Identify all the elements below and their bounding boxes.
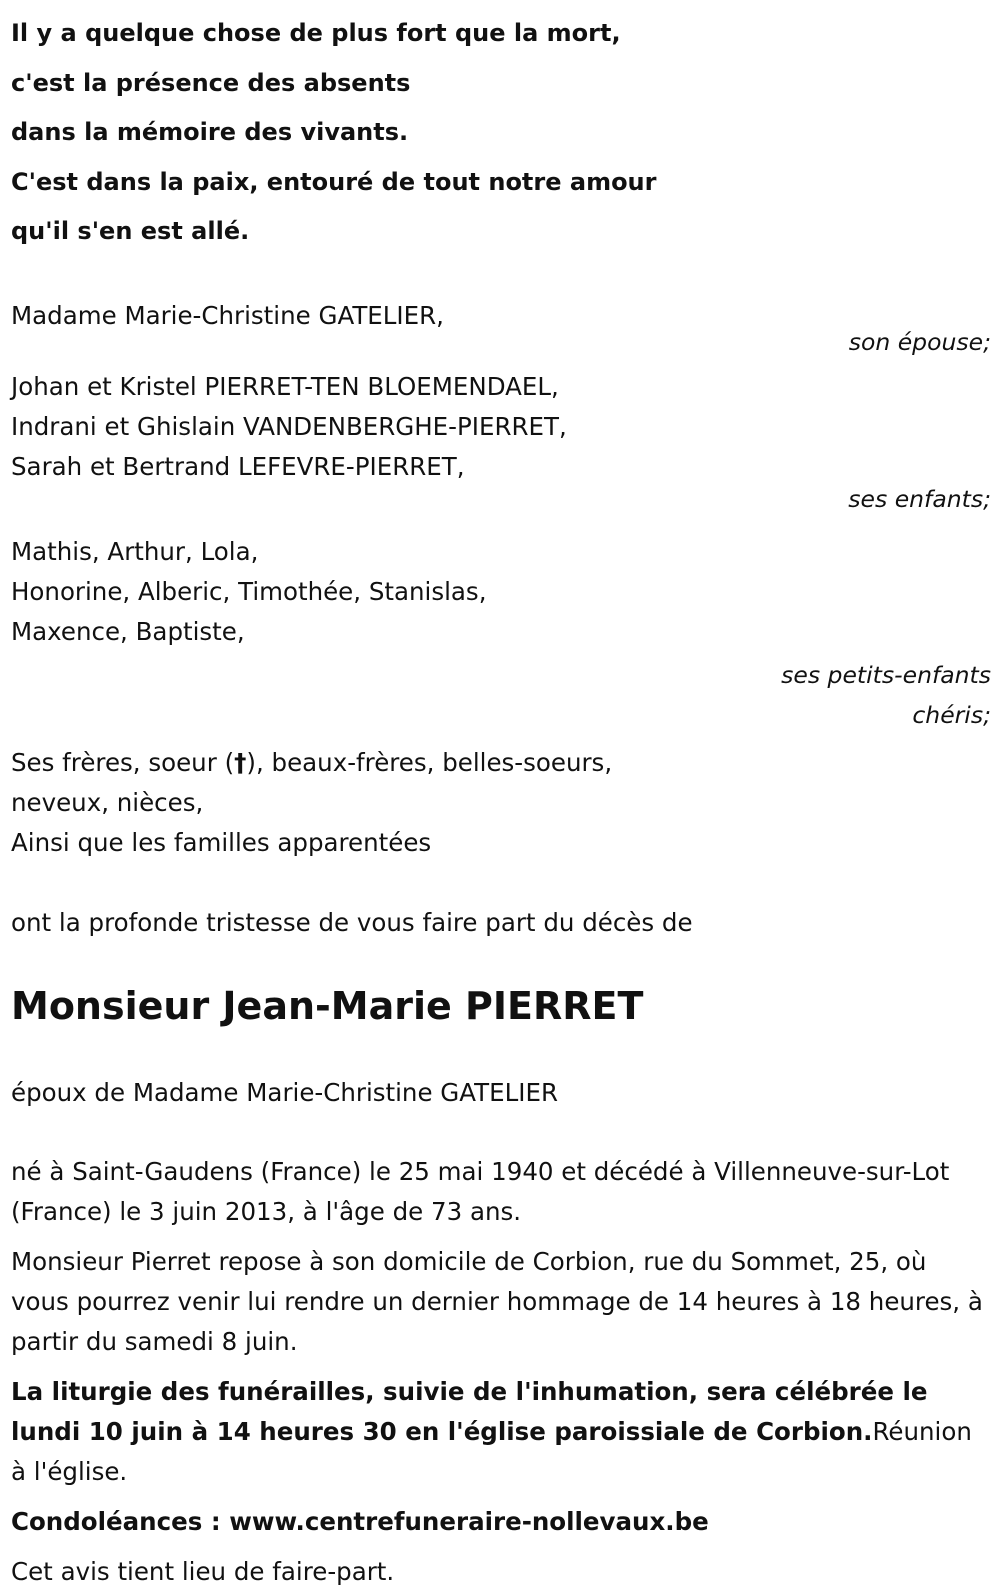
obituary-page	[11, 0, 991, 1592]
husband-of-text: époux de Madame Marie-Christine GATELIER	[11, 1077, 558, 1107]
quote-line: c'est la présence des absents	[11, 68, 411, 97]
quote-line: C'est dans la paix, entouré de tout notre amour	[11, 167, 657, 196]
family-line	[11, 743, 991, 783]
family-line: neveux, nièces,	[11, 787, 204, 817]
cross-icon: †	[234, 747, 247, 777]
spouse-block	[11, 296, 991, 356]
quote-line: Il y a quelque chose de plus fort que la mort,	[11, 19, 621, 47]
spouse-role: son épouse;	[848, 327, 991, 356]
condolences-text: Condoléances : www.centrefuneraire-nollevaux.be	[11, 1506, 709, 1536]
quote-line: dans la mémoire des vivants.	[11, 118, 409, 147]
child-line: Indrani et Ghislain VANDENBERGHE-PIERRET,	[11, 411, 567, 441]
family-text: ), beaux-frères, belles-soeurs,	[246, 747, 613, 777]
grandchildren-block	[11, 532, 991, 735]
grandchildren-role-2: chéris;	[912, 700, 991, 729]
family-block	[11, 743, 991, 863]
family-text: Ses frères, soeur (	[11, 747, 235, 777]
grandchild-line: Mathis, Arthur, Lola,	[11, 536, 259, 566]
viewing-text: Monsieur Pierret repose à son domicile de Corbion, rue du Sommet, 25, où vous pourrez venir lui rendre un dernier hommage de 14 heures à 18 heures, à partir du samedi 8 juin.	[11, 1246, 983, 1356]
children-block	[11, 367, 991, 511]
deceased-name: Monsieur Jean-Marie PIERRET	[11, 983, 644, 1028]
grandchild-line: Honorine, Alberic, Timothée, Stanislas,	[11, 576, 487, 606]
child-line: Johan et Kristel PIERRET-TEN BLOEMENDAEL,	[11, 371, 559, 401]
funeral-paragraph	[11, 1372, 991, 1492]
quote-line: qu'il s'en est allé.	[11, 217, 250, 246]
opening-quote	[11, 0, 991, 257]
funeral-bold-text: La liturgie des funérailles, suivie de l'inhumation, sera célébrée le lundi 10 juin à 14 heures 30 en l'église paroissiale de Corbion.	[11, 1376, 928, 1446]
husband-of	[11, 1073, 991, 1113]
announcement-text: ont la profonde tristesse de vous faire part du décès de	[11, 907, 693, 937]
closing-text: Cet avis tient lieu de faire-part.	[11, 1556, 395, 1586]
child-line: Sarah et Bertrand LEFEVRE-PIERRET,	[11, 451, 465, 481]
children-role: ses enfants;	[848, 484, 991, 513]
grandchildren-role: ses petits-enfants	[781, 660, 991, 689]
born-died-text: né à Saint-Gaudens (France) le 25 mai 1940 et décédé à Villenneuve-sur-Lot (France) le 3 juin 2013, à l'âge de 73 ans.	[11, 1156, 950, 1226]
details-block	[11, 1152, 991, 1592]
funeral-rest-text: Réunion à l'église.	[11, 1416, 972, 1486]
grandchild-line: Maxence, Baptiste,	[11, 616, 245, 646]
announcement	[11, 903, 991, 943]
family-line: Ainsi que les familles apparentées	[11, 827, 432, 857]
spouse-name: Madame Marie-Christine GATELIER,	[11, 300, 444, 330]
